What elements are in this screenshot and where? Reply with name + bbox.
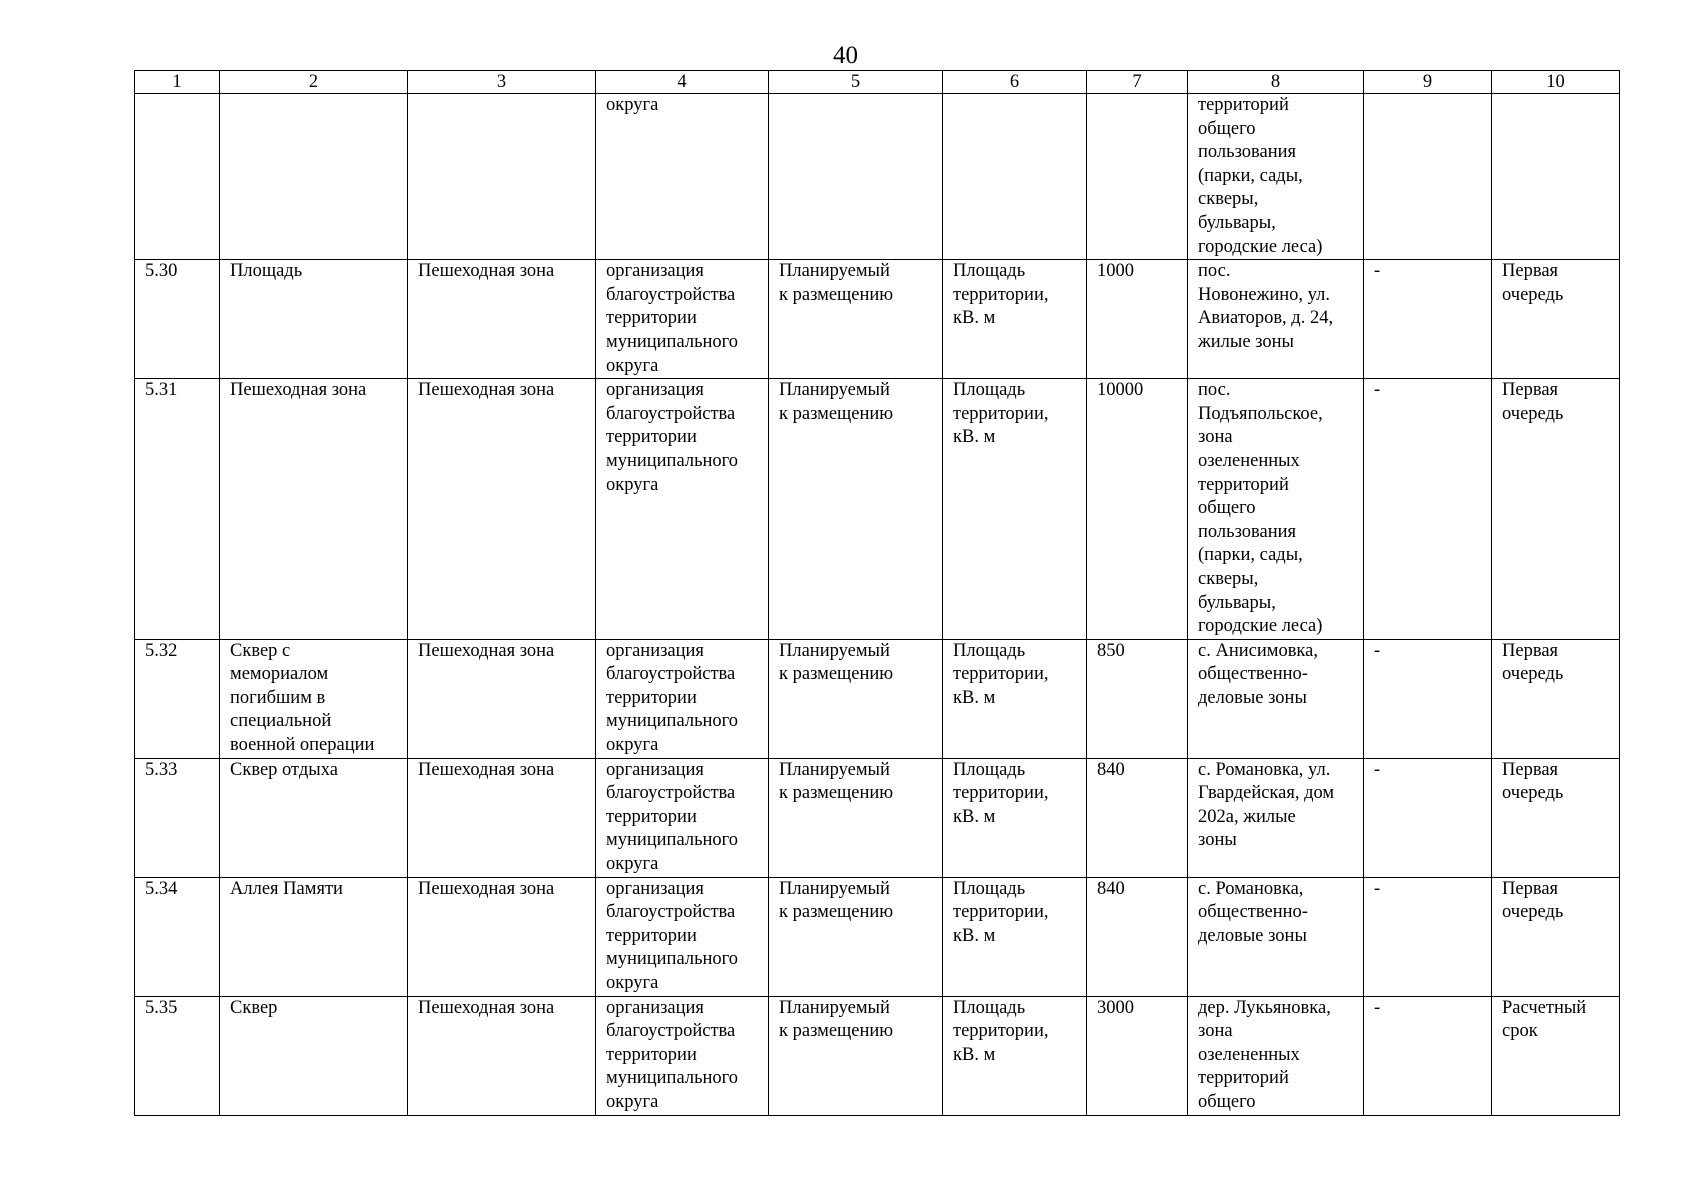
column-header: 8 [1188, 71, 1364, 94]
table-cell: дер. Лукьяновка, зона озелененных территорий общего [1188, 996, 1364, 1115]
table-cell: 840 [1087, 758, 1188, 877]
table-row [135, 996, 1620, 1115]
table-cell: Площадь территории, кВ. м [943, 758, 1087, 877]
table-header [135, 71, 1620, 94]
table-cell: 10000 [1087, 379, 1188, 640]
table-cell: организация благоустройства территории муниципального округа [596, 877, 769, 996]
table-cell: Пешеходная зона [408, 639, 596, 758]
table-cell [1087, 94, 1188, 260]
column-header: 3 [408, 71, 596, 94]
column-header: 2 [220, 71, 408, 94]
table-cell: 850 [1087, 639, 1188, 758]
table-cell [135, 94, 220, 260]
column-header: 6 [943, 71, 1087, 94]
table-row [135, 758, 1620, 877]
table-cell: 3000 [1087, 996, 1188, 1115]
table-cell [220, 94, 408, 260]
table-cell: - [1364, 260, 1492, 379]
table-cell: 5.35 [135, 996, 220, 1115]
table-cell: - [1364, 877, 1492, 996]
table-cell: 840 [1087, 877, 1188, 996]
table-cell: Пешеходная зона [408, 996, 596, 1115]
table-cell: Пешеходная зона [220, 379, 408, 640]
table-cell: Первая очередь [1492, 758, 1620, 877]
page-number: 40 [833, 42, 858, 69]
table-cell: 5.30 [135, 260, 220, 379]
table-cell: Первая очередь [1492, 379, 1620, 640]
table-cell: Площадь территории, кВ. м [943, 260, 1087, 379]
table-cell [769, 94, 943, 260]
table-cell: с. Романовка, ул. Гвардейская, дом 202а, жилые зоны [1188, 758, 1364, 877]
table-cell: Сквер отдыха [220, 758, 408, 877]
table-cell: пос. Подъяпольское, зона озелененных территорий общего пользования (парки, сады, скверы, бульвары, городские леса) [1188, 379, 1364, 640]
table-cell: Пешеходная зона [408, 758, 596, 877]
data-table [134, 70, 1620, 1116]
table-cell: 5.31 [135, 379, 220, 640]
table-row [135, 260, 1620, 379]
column-header: 10 [1492, 71, 1620, 94]
table-cell: Сквер с мемориалом погибшим в специальной военной операции [220, 639, 408, 758]
table-body [135, 94, 1620, 1116]
table-cell: Планируемый к размещению [769, 379, 943, 640]
table-cell: организация благоустройства территории муниципального округа [596, 758, 769, 877]
table-cell: - [1364, 996, 1492, 1115]
table-cell: Площадь [220, 260, 408, 379]
table-cell: организация благоустройства территории муниципального округа [596, 996, 769, 1115]
table-cell: с. Романовка, общественно- деловые зоны [1188, 877, 1364, 996]
table-row [135, 379, 1620, 640]
table-cell: Планируемый к размещению [769, 260, 943, 379]
table-cell: организация благоустройства территории муниципального округа [596, 260, 769, 379]
table-cell: - [1364, 379, 1492, 640]
table-cell: Аллея Памяти [220, 877, 408, 996]
table-cell: 5.32 [135, 639, 220, 758]
column-header: 9 [1364, 71, 1492, 94]
table-cell: Сквер [220, 996, 408, 1115]
table-cell: Планируемый к размещению [769, 758, 943, 877]
table-cell [408, 94, 596, 260]
table-cell: территорий общего пользования (парки, сады, скверы, бульвары, городские леса) [1188, 94, 1364, 260]
table-cell: с. Анисимовка, общественно- деловые зоны [1188, 639, 1364, 758]
table-cell [1364, 94, 1492, 260]
table-cell: Первая очередь [1492, 877, 1620, 996]
header-row [135, 71, 1620, 94]
table-cell: Площадь территории, кВ. м [943, 877, 1087, 996]
table-cell: организация благоустройства территории муниципального округа [596, 639, 769, 758]
table-cell: Площадь территории, кВ. м [943, 379, 1087, 640]
table-cell: 1000 [1087, 260, 1188, 379]
table-row [135, 877, 1620, 996]
column-header: 7 [1087, 71, 1188, 94]
table-cell [943, 94, 1087, 260]
table-cell: округа [596, 94, 769, 260]
table-cell: организация благоустройства территории муниципального округа [596, 379, 769, 640]
table-cell: Пешеходная зона [408, 877, 596, 996]
table-cell: Планируемый к размещению [769, 996, 943, 1115]
table-cell: Первая очередь [1492, 639, 1620, 758]
table-cell [1492, 94, 1620, 260]
table-row [135, 639, 1620, 758]
column-header: 4 [596, 71, 769, 94]
table-cell: Первая очередь [1492, 260, 1620, 379]
table-cell: - [1364, 758, 1492, 877]
table-cell: Площадь территории, кВ. м [943, 639, 1087, 758]
column-header: 5 [769, 71, 943, 94]
table-cell: Планируемый к размещению [769, 639, 943, 758]
table-cell: пос. Новонежино, ул. Авиаторов, д. 24, жилые зоны [1188, 260, 1364, 379]
table-cell: Площадь территории, кВ. м [943, 996, 1087, 1115]
table-cell: 5.34 [135, 877, 220, 996]
table-cell: Пешеходная зона [408, 260, 596, 379]
table-cell: Пешеходная зона [408, 379, 596, 640]
table-cell: - [1364, 639, 1492, 758]
table-cell: 5.33 [135, 758, 220, 877]
table-row [135, 94, 1620, 260]
table-cell: Расчетный срок [1492, 996, 1620, 1115]
table-cell: Планируемый к размещению [769, 877, 943, 996]
column-header: 1 [135, 71, 220, 94]
